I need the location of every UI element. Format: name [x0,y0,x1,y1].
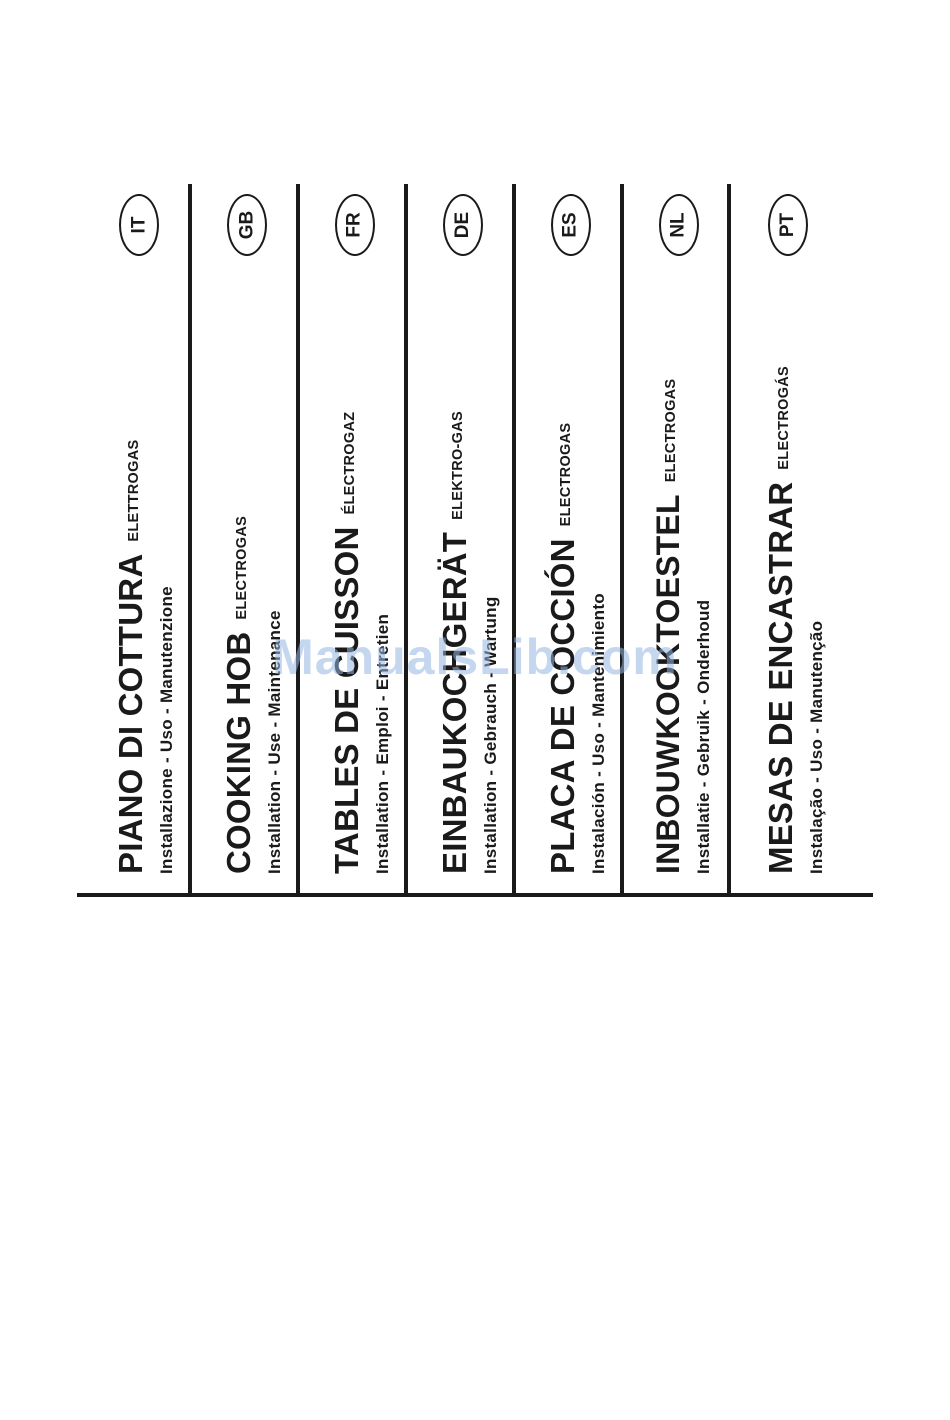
language-badge-fr: FR [335,194,375,256]
section-fr [298,184,406,894]
language-badge-pt: PT [768,194,808,256]
section-description: Instalación - Uso - Mantenimiento [589,593,608,874]
section-title: EINBAUKOCHGERÄT [436,531,473,874]
section-it [82,184,190,894]
language-badge-gb: GB [227,194,267,256]
section-nl-text [652,379,714,874]
bottom-rule [77,893,873,897]
section-description: Installation - Use - Maintenance [265,610,284,874]
section-title: TABLES DE CUISSON [328,526,365,874]
section-nl [622,184,730,894]
language-badge-de: DE [443,194,483,256]
section-de [406,184,514,894]
section-description: Installation - Emploi - Entretien [373,613,392,874]
section-pt [730,184,870,894]
section-title: COOKING HOB [220,631,257,874]
section-subtitle: ÉLECTROGAZ [342,411,358,515]
section-gb [190,184,298,894]
language-badge-nl: NL [659,194,699,256]
section-subtitle: ELECTROGAS [234,515,250,620]
section-subtitle: ELETTROGAS [126,439,142,542]
section-title: PIANO DI COTTURA [112,553,149,874]
section-description: Installatie - Gebruik - Onderhoud [694,599,713,874]
section-pt-text [764,366,827,874]
section-subtitle: ELEKTRO-GAS [450,410,466,520]
language-badge-es: ES [551,194,591,256]
watermark: ManualsLib.com [272,629,678,685]
section-description: Instalação - Uso - Manutenção [807,620,826,874]
section-gb-text [222,516,285,874]
section-title: INBOUWKOOKTOESTEL [650,494,686,874]
section-subtitle: ELECTROGAS [663,378,679,483]
section-title: MESAS DE ENCASTRAR [762,481,799,874]
section-subtitle: ELECTROGAS [558,422,574,527]
language-badge-it: IT [119,194,159,256]
section-subtitle: ELECTROGÁS [776,365,792,470]
section-title: PLACA DE COCCIÓN [544,538,581,874]
section-description: Installation - Gebrauch - Wartung [481,596,500,874]
section-es [514,184,622,894]
section-description: Installazione - Uso - Manutenzione [157,586,176,874]
